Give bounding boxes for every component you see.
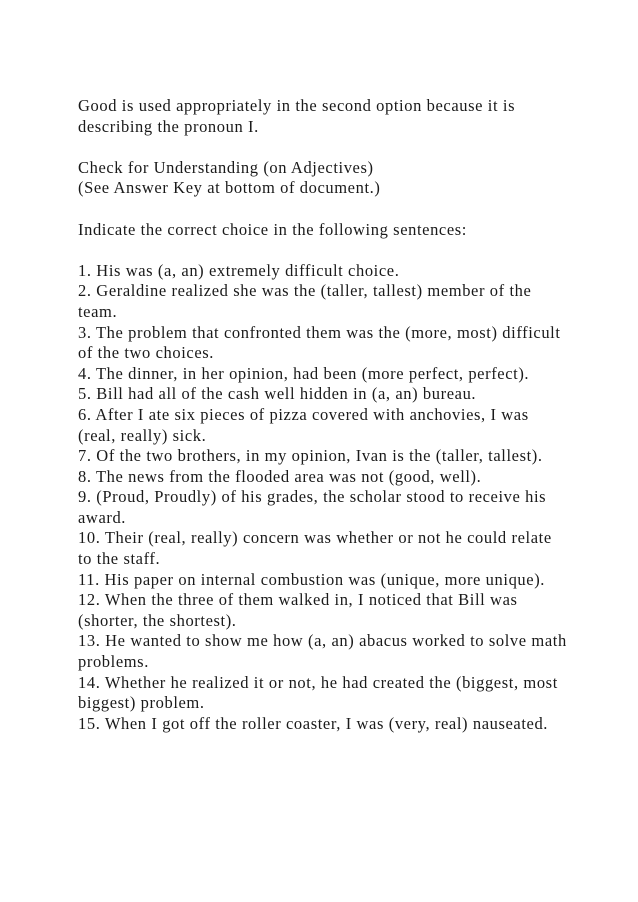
spacer <box>78 137 568 158</box>
spacer <box>78 240 568 261</box>
question-item: 1. His was (a, an) extremely difficult choice. <box>78 260 400 280</box>
question-item: 4. The dinner, in her opinion, had been (more perfect, perfect). <box>78 363 530 383</box>
question-list <box>78 261 568 735</box>
question-item: 12. When the three of them walked in, I noticed that Bill was (shorter, the shortest). <box>78 590 518 630</box>
question-item: 2. Geraldine realized she was the (taller, tallest) member of the team. <box>78 281 532 321</box>
question-item: 7. Of the two brothers, in my opinion, Ivan is the (taller, tallest). <box>78 446 543 466</box>
answer-key-note: (See Answer Key at bottom of document.) <box>78 178 381 198</box>
question-item: 6. After I ate six pieces of pizza covered with anchovies, I was (real, really) sick. <box>78 404 529 445</box>
instructions: Indicate the correct choice in the following sentences: <box>78 219 467 239</box>
question-item: 14. Whether he realized it or not, he had created the (biggest, most biggest) problem. <box>78 672 558 713</box>
intro-paragraph: Good is used appropriately in the second option because it is describing the pronoun I. <box>78 96 516 136</box>
question-item: 8. The news from the flooded area was not (good, well). <box>78 466 482 486</box>
question-item: 11. His paper on internal combustion was (unique, more unique). <box>78 569 546 589</box>
question-item: 10. Their (real, really) concern was whether or not he could relate to the staff. <box>78 528 552 569</box>
section-heading: Check for Understanding (on Adjectives) <box>78 157 374 177</box>
document-page <box>78 96 568 734</box>
question-item: 3. The problem that confronted them was the (more, most) difficult of the two choices. <box>78 322 561 363</box>
question-item: 5. Bill had all of the cash well hidden in (a, an) bureau. <box>78 384 477 404</box>
question-item: 9. (Proud, Proudly) of his grades, the scholar stood to receive his award. <box>78 487 547 527</box>
spacer <box>78 199 568 220</box>
question-item: 13. He wanted to show me how (a, an) abacus worked to solve math problems. <box>78 631 567 672</box>
question-item: 15. When I got off the roller coaster, I was (very, real) nauseated. <box>78 713 549 733</box>
